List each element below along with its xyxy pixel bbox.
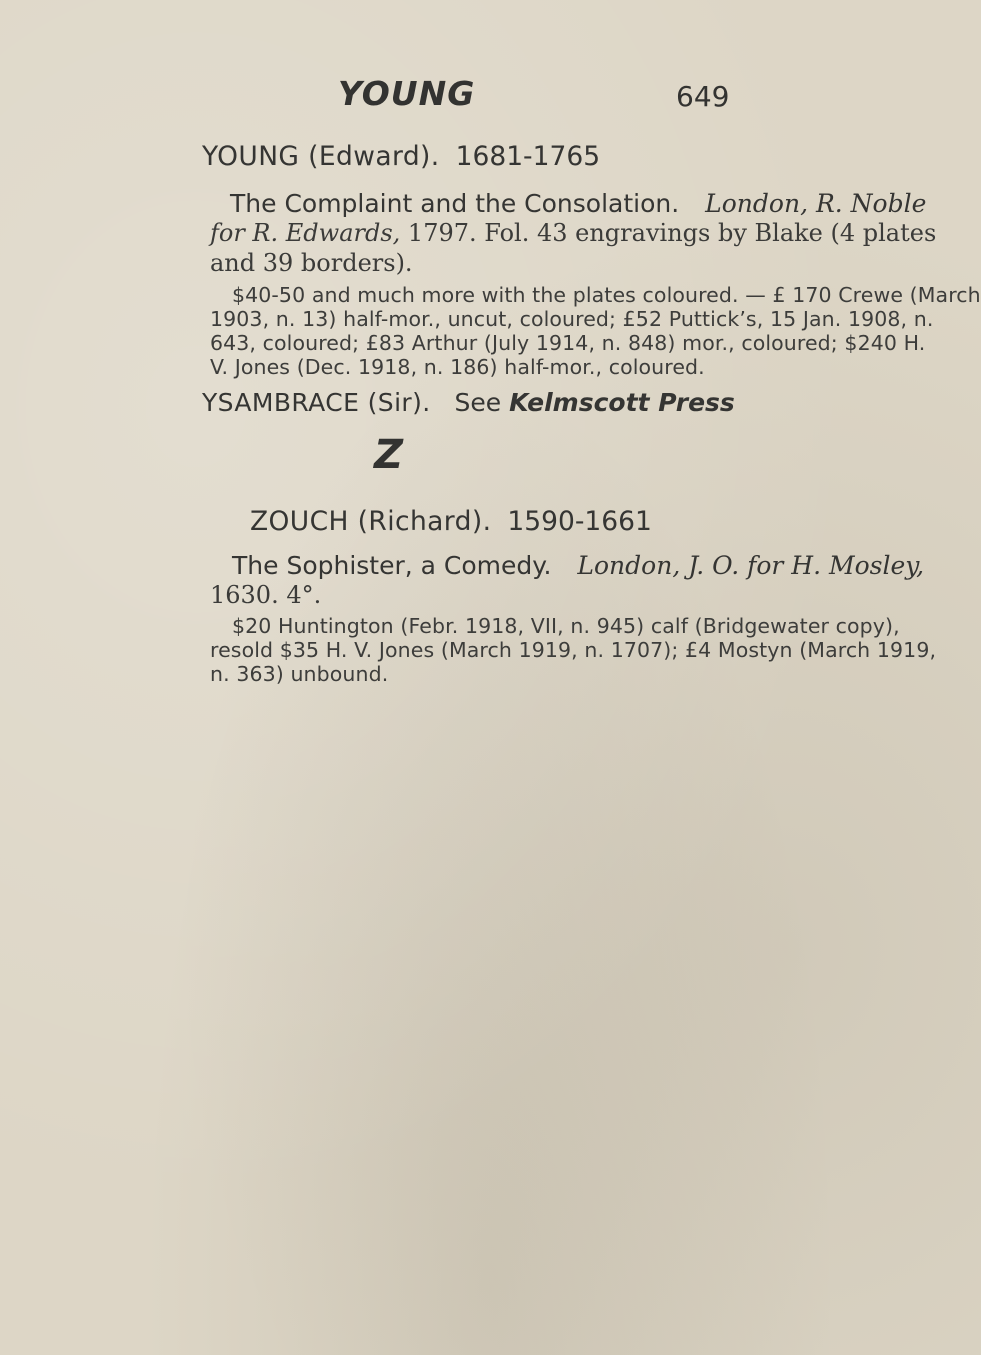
entry-heading-zouch [250,506,652,537]
entry-title: The Sophister, a Comedy. [232,551,552,580]
sales-line: V. Jones (Dec. 1918, n. 186) half-mor., coloured. [210,355,705,379]
sales-line: n. 363) unbound. [210,662,389,686]
section-letter: Z [374,432,404,478]
sales-line: $20 Huntington (Febr. 1918, VII, n. 945) calf (Bridgewater copy), [232,614,900,638]
entry-title: The Complaint and the Consolation. [230,189,680,218]
running-head-title: YOUNG [338,74,476,113]
sales-line: 643, coloured; £83 Arthur (July 1914, n. 848) mor., coloured; $240 H. [210,331,926,355]
entry-imprint-line-2: 1630. 4°. [210,581,322,609]
entry-heading-name: YSAMBRACE (Sir). [202,388,431,417]
see-reference: Kelmscott Press [509,388,735,417]
entry-imprint-line-2 [210,219,936,247]
entry-heading-dates: 1681-1765 [455,141,601,172]
entry-heading-name: ZOUCH (Richard). [250,506,492,537]
entry-heading-young [202,141,600,172]
entry-heading-dates: 1590-1661 [507,506,652,537]
see-label: See [454,388,502,417]
entry-heading-ysambrace [202,388,735,417]
entry-imprint-place: London, J. O. for H. Mosley, [577,551,925,580]
entry-title-sophister [232,551,924,580]
sales-line: $40-50 and much more with the plates coloured. — £ 170 Crewe (March [232,283,981,307]
entry-imprint-line-3: and 39 borders). [210,249,413,277]
entry-imprint-details: 1797. Fol. 43 engravings by Blake (4 plates [407,219,937,247]
page-number: 649 [676,80,730,113]
entry-title-complaint [230,189,926,218]
sales-line: resold $35 H. V. Jones (March 1919, n. 1707); £4 Mostyn (March 1919, [210,638,937,662]
entry-imprint-place: London, R. Noble [705,189,927,218]
entry-imprint-publisher: for R. Edwards, [210,219,401,247]
sales-line: 1903, n. 13) half-mor., uncut, coloured; £52 Puttick’s, 15 Jan. 1908, n. [210,307,934,331]
entry-heading-name: YOUNG (Edward). [202,141,440,172]
